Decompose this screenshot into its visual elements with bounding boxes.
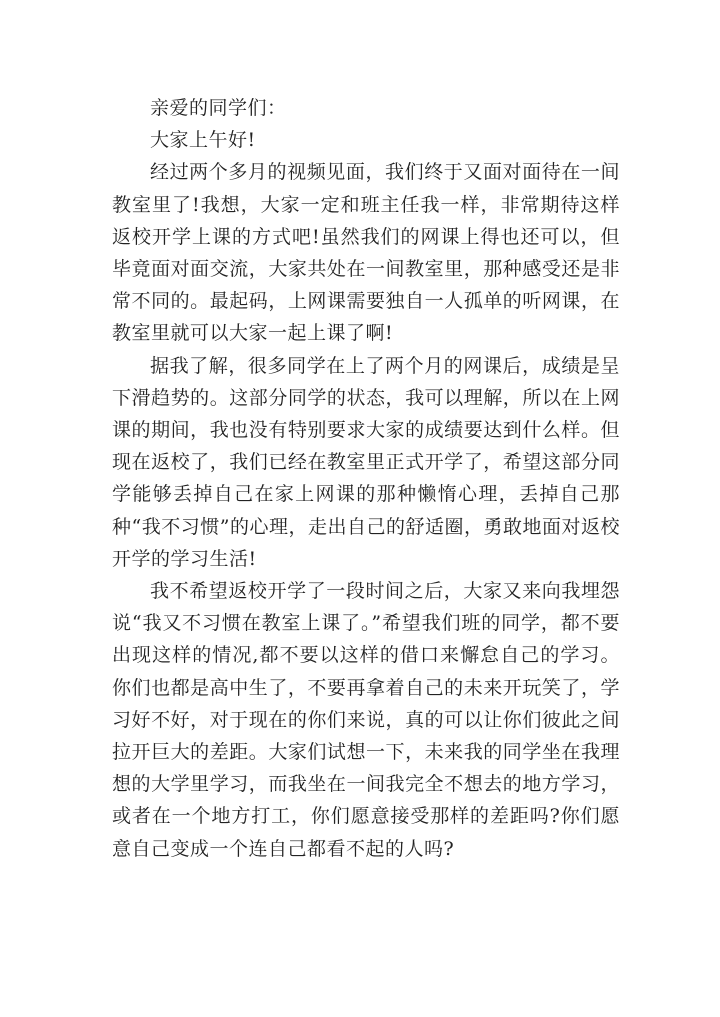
salutation-line: 大家上午好! <box>150 129 256 152</box>
document-body <box>112 92 620 865</box>
paragraph-2: 据我了解，很多同学在上了两个月的网课后，成绩是呈下滑趋势的。这部分同学的状态，我可以理解，所以在上网课的期间，我也没有特别要求大家的成绩要达到什么样。但现在返校了，我们已经在教室里正式开学了，希望这部分同学能够丢掉自己在家上网课的那种懒惰心理，丢掉自己那种“我不习惯”的心理，走出自己的舒适圈，勇敢地面对返校开学的学习生活! <box>112 354 620 570</box>
paragraph-3: 我不希望返校开学了一段时间之后，大家又来向我埋怨说“我又不习惯在教室上课了。”希望我们班的同学，都不要出现这样的情况,都不要以这样的借口来懈怠自己的学习。你们也都是高中生了，不要再拿着自己的未来开玩笑了，学习好不好，对于现在的你们来说，真的可以让你们彼此之间拉开巨大的差距。大家们试想一下，未来我的同学坐在我理想的大学里学习，而我坐在一间我完全不想去的地方学习，或者在一个地方打工，你们愿意接受那样的差距吗?你们愿意自己变成一个连自己都看不起的人吗? <box>112 580 620 860</box>
paragraph-1: 经过两个多月的视频见面，我们终于又面对面待在一间教室里了!我想，大家一定和班主任我一样，非常期待这样返校开学上课的方式吧!虽然我们的网课上得也还可以，但毕竟面对面交流，大家共处在一间教室里，那种感受还是非常不同的。最起码，上网课需要独自一人孤单的听网课，在教室里就可以大家一起上课了啊! <box>112 161 620 345</box>
greeting-line: 亲爱的同学们： <box>150 97 287 119</box>
